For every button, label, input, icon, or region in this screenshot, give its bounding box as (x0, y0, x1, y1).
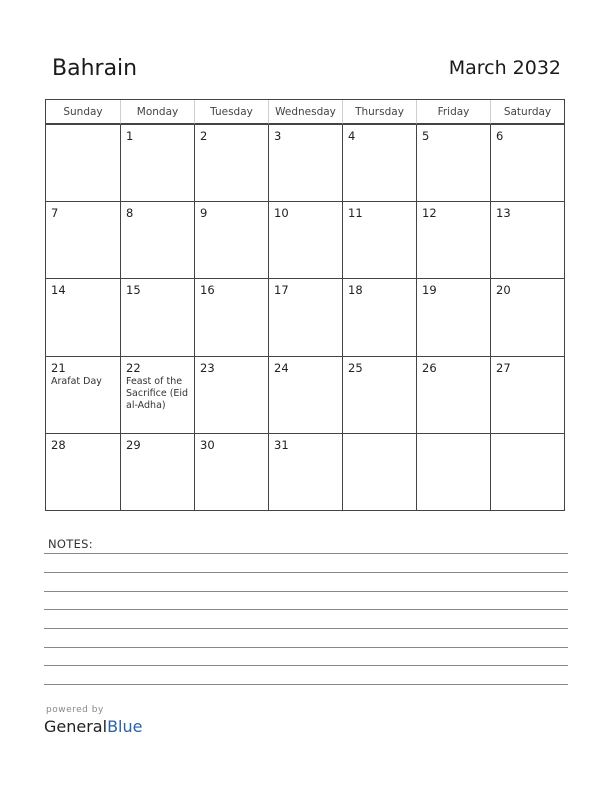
day-cell[interactable] (490, 124, 564, 201)
day-cell[interactable] (342, 124, 416, 201)
weekday-header: Tuesday (194, 100, 268, 124)
day-number: 5 (422, 129, 430, 143)
day-cell[interactable] (490, 356, 564, 433)
day-number: 22 (126, 360, 141, 375)
day-cell[interactable] (416, 356, 490, 433)
day-number: 19 (422, 283, 437, 298)
day-number: 3 (274, 129, 282, 143)
day-cell[interactable] (120, 201, 194, 278)
day-number: 24 (274, 360, 289, 375)
powered-by-text: powered by (46, 705, 104, 715)
day-cell[interactable] (194, 433, 268, 510)
note-line (44, 647, 568, 648)
day-cell[interactable] (120, 433, 194, 510)
day-number: 23 (200, 360, 215, 375)
note-line (44, 684, 568, 685)
day-number: 15 (126, 283, 141, 298)
note-line (44, 572, 568, 573)
note-line (44, 628, 568, 629)
day-number: 25 (348, 360, 363, 375)
country-title: Bahrain (52, 56, 138, 81)
weekday-header: Thursday (342, 100, 416, 124)
day-cell[interactable] (342, 201, 416, 278)
brand-blue-text: Blue (107, 717, 143, 736)
day-number: 10 (274, 206, 289, 221)
weekday-header: Saturday (490, 100, 564, 124)
note-line (44, 609, 568, 610)
day-cell[interactable] (342, 278, 416, 355)
day-cell[interactable] (46, 356, 120, 433)
month-year-title: March 2032 (448, 57, 561, 79)
day-cell[interactable] (46, 201, 120, 278)
brand-general-text: General (44, 717, 108, 736)
holiday-label: Feast of the Sacrifice (Eid al-Adha) (126, 375, 189, 411)
day-cell[interactable] (194, 278, 268, 355)
day-number: 16 (200, 283, 215, 298)
note-line (44, 553, 568, 554)
day-cell[interactable] (342, 433, 416, 510)
day-cell[interactable] (46, 278, 120, 355)
day-number: 8 (126, 206, 134, 221)
day-number: 18 (348, 283, 363, 298)
day-cell[interactable] (342, 356, 416, 433)
day-cell[interactable] (46, 124, 120, 201)
day-cell[interactable] (268, 356, 342, 433)
day-cell[interactable] (120, 356, 194, 433)
day-number: 14 (51, 283, 66, 298)
weekday-header: Sunday (46, 100, 120, 124)
note-line (44, 591, 568, 592)
day-number: 2 (200, 129, 208, 143)
day-cell[interactable] (268, 433, 342, 510)
notes-label: NOTES: (48, 537, 93, 551)
day-cell[interactable] (416, 124, 490, 201)
day-number: 29 (126, 437, 141, 452)
day-number: 30 (200, 437, 215, 452)
day-number: 1 (126, 129, 134, 143)
note-line (44, 665, 568, 666)
day-cell[interactable] (416, 433, 490, 510)
day-number: 31 (274, 437, 289, 452)
weekday-header: Friday (416, 100, 490, 124)
day-cell[interactable] (416, 201, 490, 278)
day-cell[interactable] (194, 356, 268, 433)
day-number: 21 (51, 360, 66, 375)
brand-logo[interactable] (44, 717, 142, 736)
day-number: 11 (348, 206, 363, 221)
day-number: 12 (422, 206, 437, 221)
holiday-label: Arafat Day (51, 375, 102, 387)
day-cell[interactable] (490, 278, 564, 355)
day-cell[interactable] (46, 433, 120, 510)
day-number: 26 (422, 360, 437, 375)
day-cell[interactable] (194, 201, 268, 278)
calendar-grid (45, 99, 565, 511)
day-cell[interactable] (268, 201, 342, 278)
day-cell[interactable] (120, 278, 194, 355)
day-number: 6 (496, 129, 504, 143)
day-cell[interactable] (490, 433, 564, 510)
weekday-header: Wednesday (268, 100, 342, 124)
day-number: 4 (348, 129, 356, 143)
day-number: 17 (274, 283, 289, 298)
day-number: 9 (200, 206, 208, 221)
day-cell[interactable] (194, 124, 268, 201)
day-cell[interactable] (268, 124, 342, 201)
day-cell[interactable] (416, 278, 490, 355)
day-cell[interactable] (490, 201, 564, 278)
day-number: 27 (496, 360, 511, 375)
day-number: 28 (51, 437, 66, 452)
day-number: 20 (496, 283, 511, 298)
day-number: 13 (496, 206, 511, 221)
weekday-header: Monday (120, 100, 194, 124)
day-number: 7 (51, 206, 59, 221)
day-cell[interactable] (268, 278, 342, 355)
day-cell[interactable] (120, 124, 194, 201)
